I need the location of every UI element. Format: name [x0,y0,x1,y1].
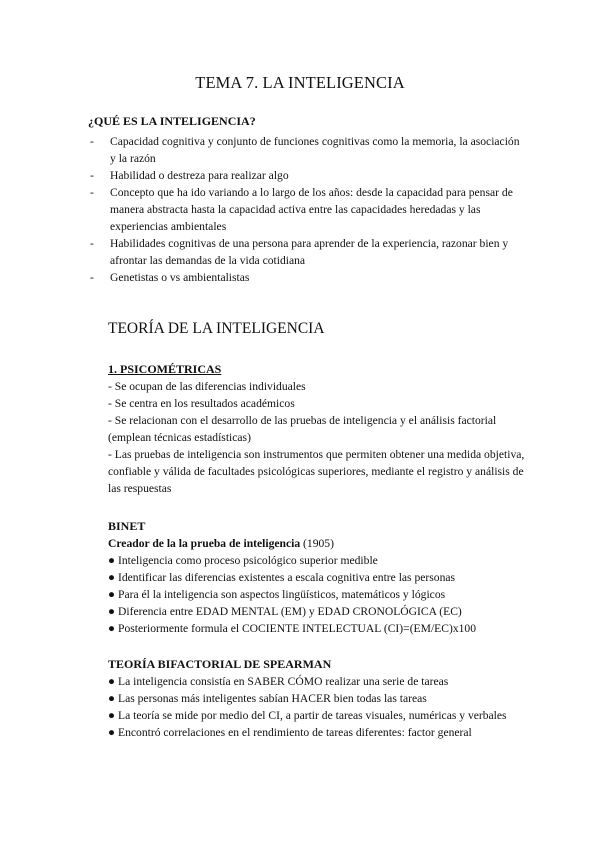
definition-list [88,133,528,286]
document-title: TEMA 7. LA INTELIGENCIA [195,73,405,92]
binet-item-text: Diferencia entre EDAD MENTAL (EM) y EDAD CRONOLÓGICA (EC) [118,605,462,618]
psicometricas-line: - Se centra en los resultados académicos [108,397,295,410]
psicometricas-line: - Se ocupan de las diferencias individuales [108,380,306,393]
spearman-item [108,724,528,741]
bullet-icon: ● [108,709,116,722]
binet-item-text: Inteligencia como proceso psicológico superior medible [118,554,378,567]
question-heading: ¿QUÉ ES LA INTELIGENCIA? [88,114,256,128]
bullet-icon: ● [108,675,116,688]
spearman-item [108,673,528,690]
binet-item [108,569,528,586]
binet-item-text: Posteriormente formula el COCIENTE INTELECTUAL (CI)=(EM/EC)x100 [118,622,477,635]
bullet-icon: ● [108,571,116,584]
bullet-icon: ● [108,554,116,567]
psicometricas-line: - Las pruebas de inteligencia son instrumentos que permiten obtener una medida objetiva, confiable y válida de facultades psicológicas superiores, mediante el registro y análisis de las respuestas [108,448,525,495]
psicometricas-heading: 1. PSICOMÉTRICAS [108,362,222,376]
binet-heading: BINET [108,519,146,533]
binet-item-text: Para él la inteligencia son aspectos lingüísticos, matemáticos y lógicos [118,588,446,601]
psicometricas-line: - Se relacionan con el desarrollo de las pruebas de inteligencia y el análisis factorial (emplean técnicas estadísticas) [108,414,497,444]
spearman-item-text: Las personas más inteligentes sabían HACER bien todas las tareas [118,692,427,705]
bullet-icon: ● [108,588,116,601]
binet-item [108,620,528,637]
spearman-item-text: La inteligencia consistía en SABER CÓMO realizar una serie de tareas [118,675,449,688]
binet-creator [108,535,528,552]
binet-creator-year: (1905) [300,537,334,550]
bullet-icon: ● [108,605,116,618]
bullet-icon: ● [108,726,116,739]
psicometricas-section [108,360,528,497]
binet-item [108,603,528,620]
section-title: TEORÍA DE LA INTELIGENCIA [108,320,325,337]
bullet-icon: ● [108,622,116,635]
definition-item: - Concepto que ha ido variando a lo largo de los años: desde la capacidad para pensar de manera abstracta hasta la capacidad activa entre las capacidades heredadas y las experiencias ambientales [88,184,528,235]
binet-creator-label: Creador de la la prueba de inteligencia [108,537,301,550]
definition-item: - Capacidad cognitiva y conjunto de funciones cognitivas como la memoria, la asociación y la razón [88,133,528,167]
bullet-icon: ● [108,692,116,705]
binet-item-text: Identificar las diferencias existentes a escala cognitiva entre las personas [118,571,456,584]
definition-item: - Genetistas o vs ambientalistas [88,269,528,286]
binet-item [108,552,528,569]
binet-item [108,586,528,603]
spearman-item [108,690,528,707]
spearman-item-text: Encontró correlaciones en el rendimiento de tareas diferentes: factor general [118,726,472,739]
definition-item: - Habilidades cognitivas de una persona para aprender de la experiencia, razonar bien y afrontar las demandas de la vida cotidiana [88,235,528,269]
spearman-item [108,707,528,724]
spearman-item-text: La teoría se mide por medio del CI, a partir de tareas visuales, numéricas y verbales [118,709,507,722]
definition-item: - Habilidad o destreza para realizar algo [88,167,528,184]
binet-section [108,517,528,637]
spearman-section [108,655,528,741]
spearman-heading: TEORÍA BIFACTORIAL DE SPEARMAN [108,657,332,671]
